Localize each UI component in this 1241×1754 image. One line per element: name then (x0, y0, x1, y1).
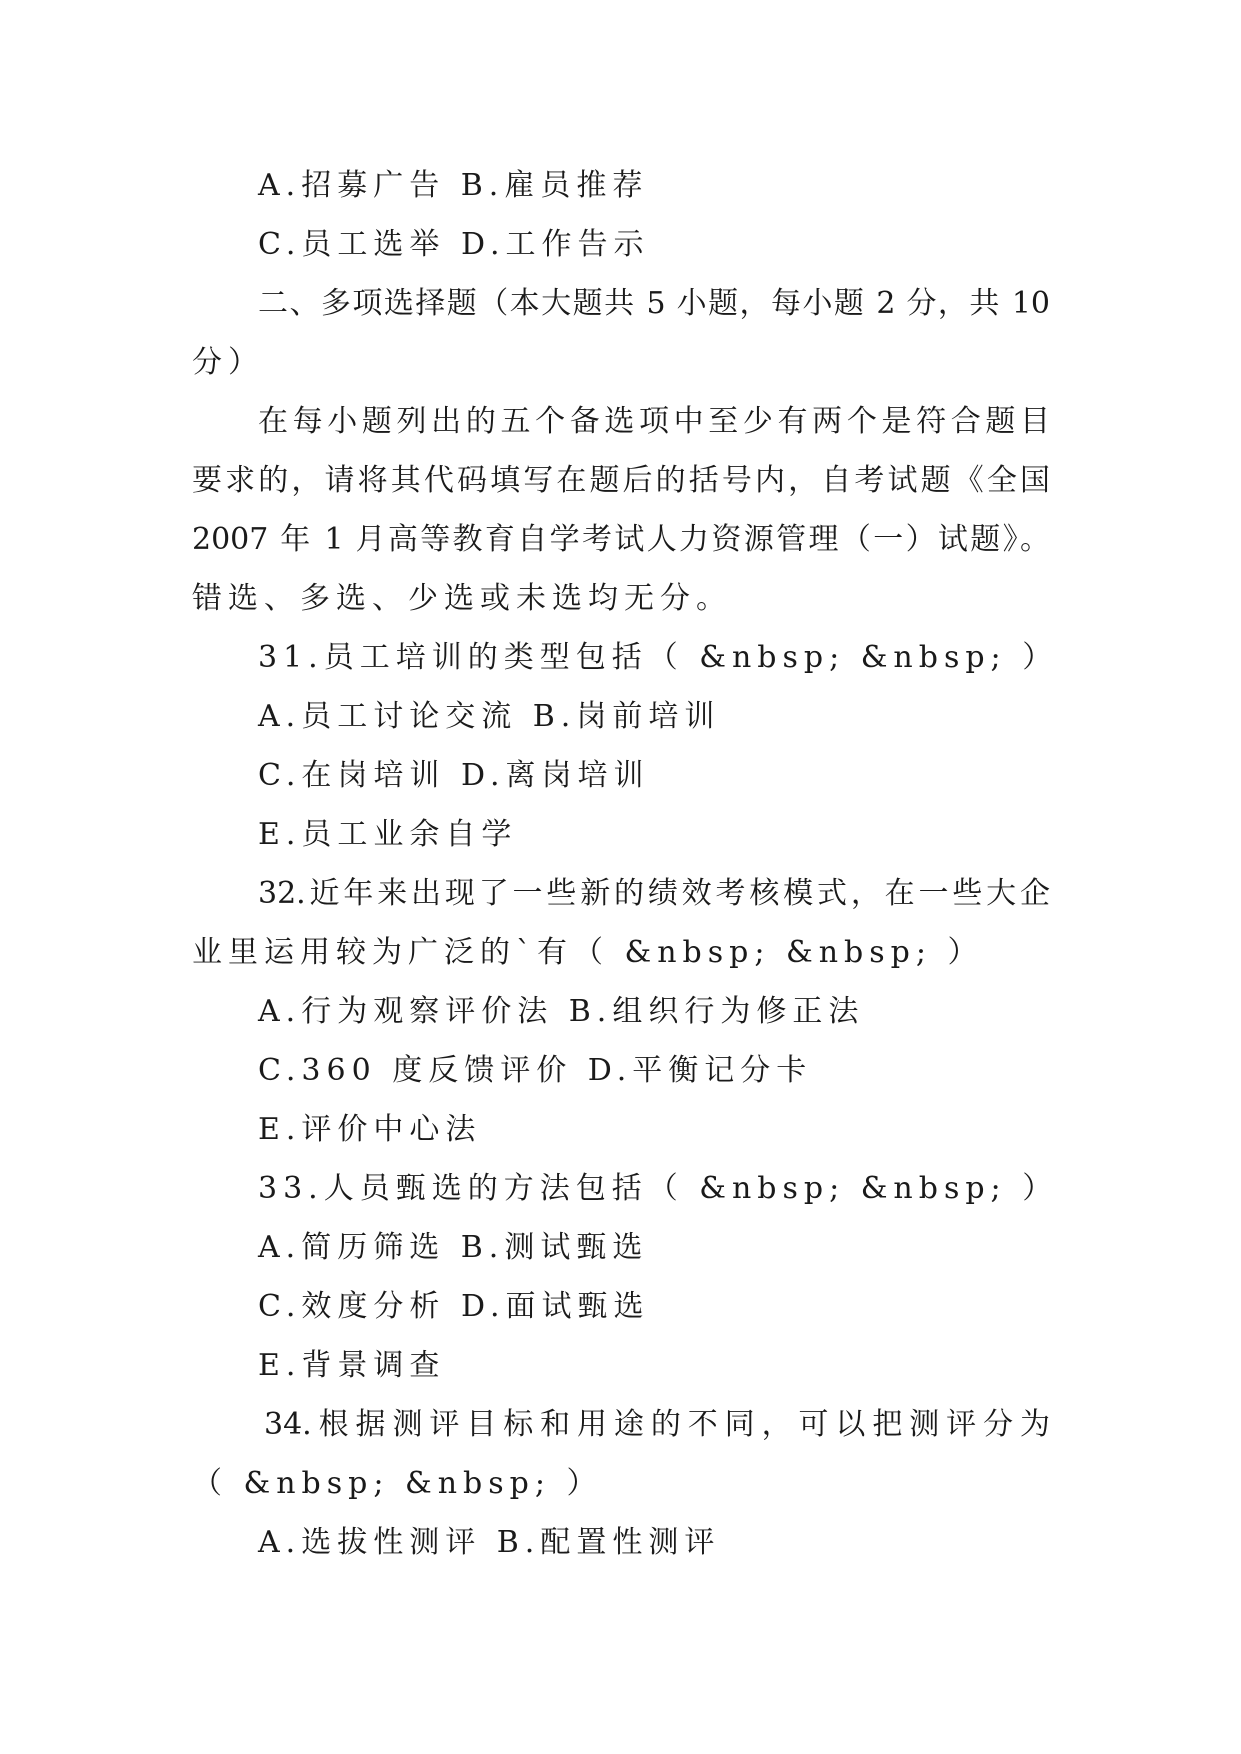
option-line: E.评价中心法 (258, 1112, 482, 1147)
question-31: 31.员工培训的类型包括（ &nbsp; &nbsp; ） (258, 640, 1059, 675)
option-line: E.员工业余自学 (258, 817, 518, 852)
option-line: E.背景调查 (258, 1348, 446, 1383)
section-heading: 二、多项选择题（本大题共 5 小题，每小题 2 分，共 10 (258, 286, 1050, 321)
instruction-text: 在每小题列出的五个备选项中至少有两个是符合题目 (258, 404, 1050, 439)
instruction-text: 错选、多选、少选或未选均无分。 (192, 581, 732, 616)
option-line: A.招募广告 B.雇员推荐 (258, 168, 649, 203)
option-line: A.简历筛选 B.测试甄选 (258, 1230, 649, 1265)
question-32: 32.近年来出现了一些新的绩效考核模式，在一些大企 (258, 876, 1050, 911)
instruction-text: 要求的，请将其代码填写在题后的括号内，自考试题《全国 (192, 463, 1050, 498)
question-34-continued: （ &nbsp; &nbsp; ） (192, 1466, 603, 1501)
question-34: 34.根据测评目标和用途的不同，可以把测评分为 (264, 1407, 1050, 1442)
option-line: A.行为观察评价法 B.组织行为修正法 (258, 994, 865, 1029)
section-heading-continued: 分） (192, 345, 264, 380)
option-line: C.360 度反馈评价 D.平衡记分卡 (258, 1053, 813, 1088)
question-33: 33.人员甄选的方法包括（ &nbsp; &nbsp; ） (258, 1171, 1059, 1206)
option-line: A.员工讨论交流 B.岗前培训 (258, 699, 721, 734)
option-line: C.在岗培训 D.离岗培训 (258, 758, 650, 793)
instruction-text: 2007 年 1 月高等教育自学考试人力资源管理（一）试题》。 (192, 522, 1050, 557)
option-line: C.效度分析 D.面试甄选 (258, 1289, 650, 1324)
option-line: A.选拔性测评 B.配置性测评 (258, 1525, 721, 1560)
option-line: C.员工选举 D.工作告示 (258, 227, 650, 262)
question-32-continued: 业里运用较为广泛的`有（ &nbsp; &nbsp; ） (192, 935, 984, 970)
